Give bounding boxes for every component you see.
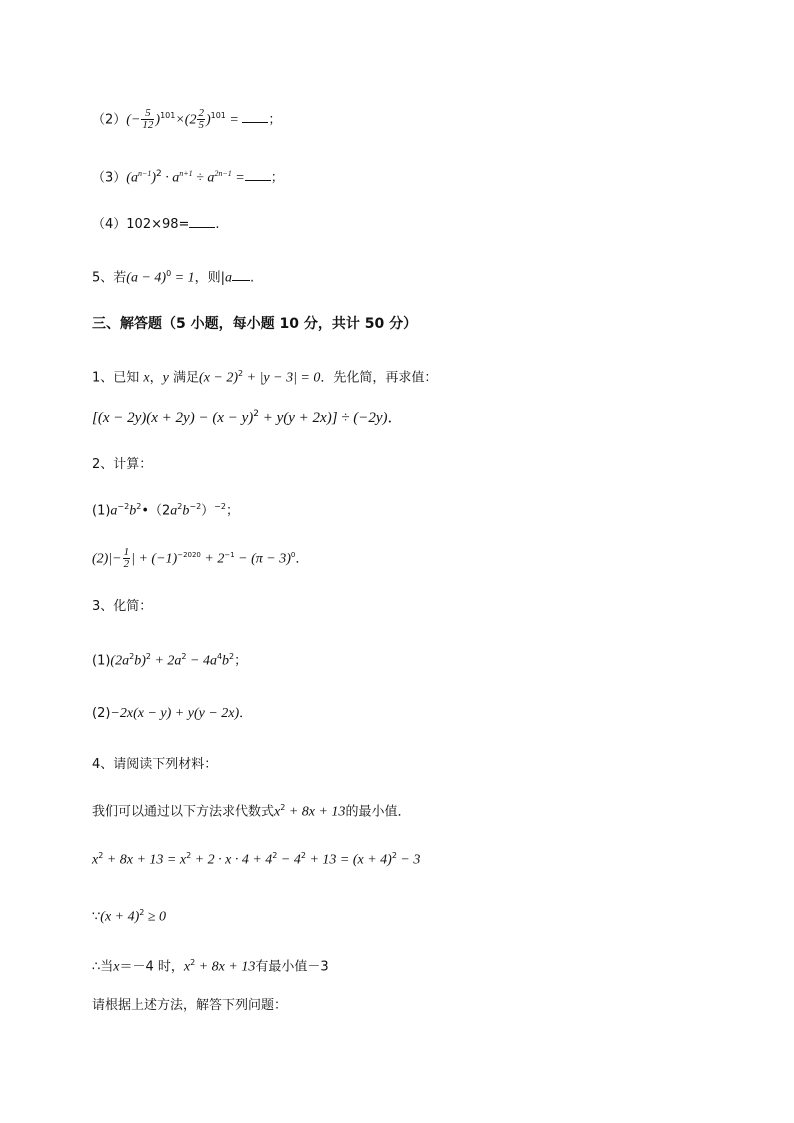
problem-4-because: ∵(x + 4)$^2$ ≥ 0 (92, 908, 167, 925)
question-3: $(3)(a^{n-1})^2 \cdot a^{n+1} \div a^{2n-1}$ = ； (92, 169, 284, 186)
answer-blank[interactable] (232, 268, 250, 281)
fraction: $\frac{2}{5}$ (198, 107, 204, 132)
problem-4-title: 4、请阅读下列材料： (92, 757, 218, 772)
problem-2-part-1: $(1)a^{-2}b^2•(2a^2b^{-2})^{-2}$； (92, 502, 239, 519)
problem-4-intro: 我们可以通过以下方法求代数式$x^2 + 8x + 13$的最小值． (92, 803, 411, 820)
problem-1-expression: $[(x - 2y)(x + 2y) - (x - y)^2 + y(y + 2x)] \div (-2y)$． (92, 408, 403, 426)
answer-blank[interactable] (189, 215, 215, 228)
section-heading: 三、解答题（5 小题，每小题 10 分，共计 50 分） (92, 316, 418, 332)
problem-3-part-2: (2)−2x(x − y) + y(y − 2x)． (92, 706, 253, 721)
problem-3-part-1: $(1)(2a^2b)^2 + 2a^2 - 4a^4b^2$； (92, 652, 248, 669)
problem-2-part-2: (2)|− $\frac{1}{2}$ | + $(-1)^{-2020} + 2^{-1} - (\pi - 3)^0$． (92, 546, 309, 571)
problem-3-title: 3、化简： (92, 599, 153, 614)
fraction: $\frac{5}{12}$ (142, 107, 154, 132)
answer-blank[interactable] (242, 110, 268, 123)
question-2: （2）(− $\frac{5}{12}$ )$^{101}$×(2 $\frac{2}{5}$ )$^{101}$ = ； (92, 107, 282, 132)
answer-blank[interactable] (245, 168, 271, 181)
question-5: 5、若$(a - 4)^0 = 1$，则|a . (92, 269, 255, 286)
problem-4-instruction: 请根据上述方法，解答下列问题： (92, 998, 288, 1013)
problem-2-title: 2、计算： (92, 457, 153, 472)
question-number: （2） (92, 112, 127, 128)
problem-1-statement: 1、已知 x，y 满足$(x - 2)^2 + |y - 3| = 0$．先化简，再求值： (92, 369, 438, 386)
question-4: （4）102×98= . (92, 217, 220, 232)
fraction: $\frac{1}{2}$ (123, 546, 130, 571)
problem-4-therefore: ∴当x＝－4 时，$x^2 + 8x + 13$有最小值－3 (92, 958, 329, 975)
problem-4-equation: $x^2 + 8x + 13 = x^2 + 2 \cdot x \cdot 4 + 4^2 - 4^2 + 13 = (x + 4)^2 - 3$ (92, 851, 421, 868)
